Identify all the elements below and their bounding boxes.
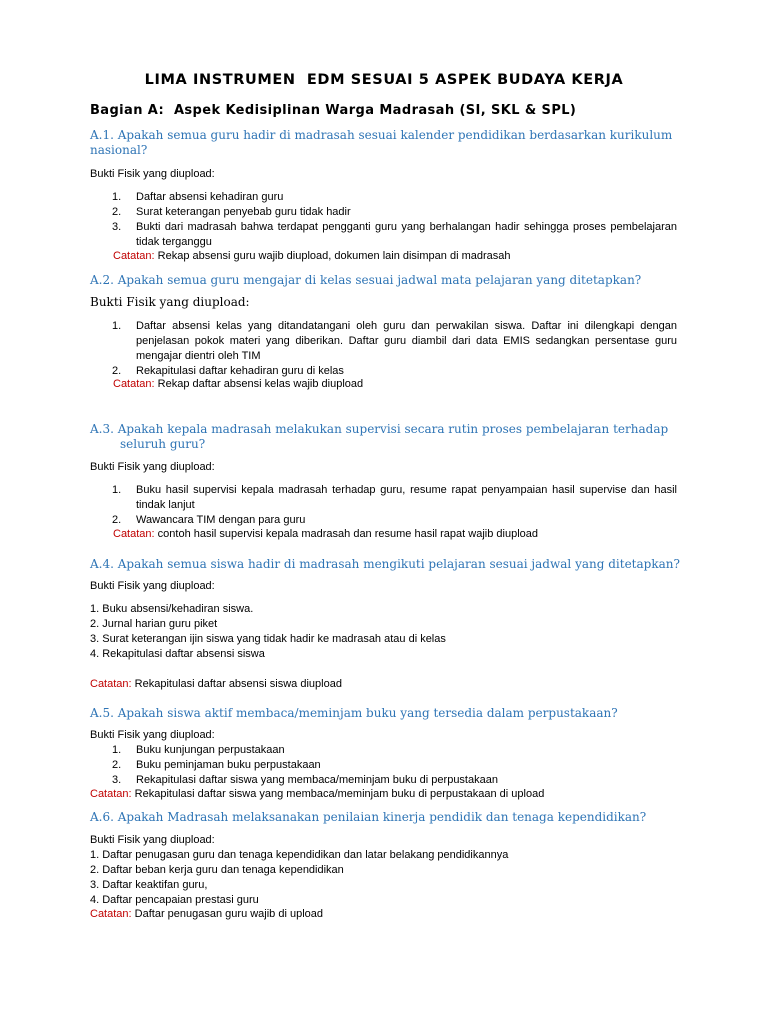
note-text: Rekap daftar absensi kelas wajib diupload	[157, 378, 364, 390]
note-text: Rekapitulasi daftar siswa yang membaca/meminjam buku di perpustakaan di upload	[134, 788, 545, 800]
list-item: 1. Daftar absensi kehadiran guru	[112, 191, 284, 203]
note-a3	[113, 528, 538, 540]
note-a4	[90, 678, 342, 690]
evidence-label-a6: Bukti Fisik yang diupload:	[90, 834, 215, 846]
evidence-label-a3: Bukti Fisik yang diupload:	[90, 461, 215, 473]
document-title: LIMA INSTRUMEN EDM SESUAI 5 ASPEK BUDAYA KERJA	[144, 72, 624, 88]
note-label: Catatan:	[113, 378, 155, 390]
note-a2	[113, 378, 363, 390]
question-a4: A.4. Apakah semua siswa hadir di madrasah mengikuti pelajaran sesuai jadwal yang ditetapkan?	[90, 557, 680, 571]
note-a6	[90, 908, 323, 920]
question-a1-line2: nasional?	[90, 143, 148, 157]
evidence-label-a2: Bukti Fisik yang diupload:	[90, 295, 250, 309]
evidence-label-a1: Bukti Fisik yang diupload:	[90, 168, 215, 180]
list-item: 2. Daftar beban kerja guru dan tenaga kependidikan	[90, 864, 344, 876]
list-item: 1. Daftar penugasan guru dan tenaga kependidikan dan latar belakang pendidikannya	[90, 849, 509, 861]
list-item: 3. Rekapitulasi daftar siswa yang membaca/meminjam buku di perpustakaan	[112, 774, 498, 786]
list-item: 2. Wawancara TIM dengan para guru	[112, 514, 306, 526]
note-label: Catatan:	[113, 250, 155, 262]
list-item: 3. Daftar keaktifan guru,	[90, 879, 208, 891]
question-a2: A.2. Apakah semua guru mengajar di kelas sesuai jadwal mata pelajaran yang ditetapkan?	[90, 273, 642, 287]
note-text: contoh hasil supervisi kepala madrasah dan resume hasil rapat wajib diupload	[157, 528, 538, 540]
list-item: 1. Buku absensi/kehadiran siswa.	[90, 603, 254, 615]
list-item: 1. Buku kunjungan perpustakaan	[112, 744, 285, 756]
evidence-list-a3	[90, 483, 677, 528]
note-text: Rekapitulasi daftar absensi siswa diupload	[134, 678, 342, 690]
question-a3	[90, 422, 680, 452]
evidence-list-a5	[90, 743, 677, 788]
note-text: Daftar penugasan guru wajib di upload	[134, 908, 324, 920]
evidence-list-a6	[90, 848, 508, 908]
question-a1-line1: A.1. Apakah semua guru hadir di madrasah sesuai kalender pendidikan berdasarkan kurikulum	[90, 128, 673, 142]
evidence-list-a1	[90, 190, 677, 250]
list-item: 3. Bukti dari madrasah bahwa terdapat pengganti guru yang berhalangan hadir sehingga proses pembelajaran tidak terganggu	[112, 221, 677, 248]
evidence-list-a2	[90, 319, 677, 379]
note-text: Rekap absensi guru wajib diupload, dokumen lain disimpan di madrasah	[157, 250, 511, 262]
list-item: 4. Daftar pencapaian prestasi guru	[90, 894, 259, 906]
list-item: 4. Rekapitulasi daftar absensi siswa	[90, 648, 265, 660]
evidence-label-a5: Bukti Fisik yang diupload:	[90, 729, 215, 741]
list-item: 1. Daftar absensi kelas yang ditandatangani oleh guru dan perwakilan siswa. Daftar ini dilengkapi dengan penjelasan pokok materi yang diberikan. Daftar guru diambil dari data EMIS sedangkan persentase guru mengajar dientri oleh TIM	[112, 320, 677, 362]
note-label: Catatan:	[113, 528, 155, 540]
note-label: Catatan:	[90, 678, 132, 690]
list-item: 2. Rekapitulasi daftar kehadiran guru di kelas	[112, 365, 344, 377]
question-a3-line2: seluruh guru?	[120, 437, 206, 451]
list-item: 2. Surat keterangan penyebab guru tidak hadir	[112, 206, 351, 218]
question-a6: A.6. Apakah Madrasah melaksanakan penilaian kinerja pendidik dan tenaga kependidikan?	[90, 810, 647, 824]
list-item: 2. Jurnal harian guru piket	[90, 618, 218, 630]
question-a5: A.5. Apakah siswa aktif membaca/meminjam buku yang tersedia dalam perpustakaan?	[90, 706, 618, 720]
list-item: 2. Buku peminjaman buku perpustakaan	[112, 759, 321, 771]
note-label: Catatan:	[90, 908, 132, 920]
list-item: 1. Buku hasil supervisi kepala madrasah terhadap guru, resume rapat penyampaian hasil supervise dan hasil tindak lanjut	[112, 484, 677, 511]
note-a1	[113, 250, 510, 262]
note-a5	[90, 788, 544, 800]
evidence-label-a4: Bukti Fisik yang diupload:	[90, 580, 215, 592]
question-a3-line1: A.3. Apakah kepala madrasah melakukan supervisi secara rutin proses pembelajaran terhadap	[90, 422, 669, 436]
evidence-list-a4	[90, 602, 446, 662]
question-a1	[90, 128, 680, 158]
list-item: 3. Surat keterangan ijin siswa yang tidak hadir ke madrasah atau di kelas	[90, 633, 446, 645]
section-subtitle: Bagian A: Aspek Kedisiplinan Warga Madrasah (SI, SKL & SPL)	[90, 103, 577, 118]
note-label: Catatan:	[90, 788, 132, 800]
